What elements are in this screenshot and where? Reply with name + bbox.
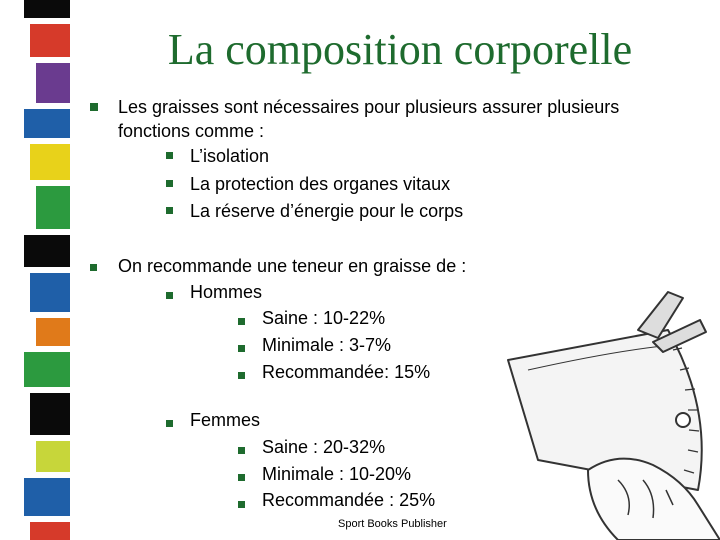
section-1-text-line-2: fonctions comme :	[118, 121, 265, 141]
section-2-text: On recommande une teneur en graisse de :	[118, 256, 467, 276]
hommes-item: Recommandée: 15%	[262, 362, 431, 382]
section-1-text-line-1: Les graisses sont nécessaires pour plusieurs assurer plusieurs	[118, 97, 620, 117]
square-bullet-icon	[238, 345, 245, 352]
slide-title: La composition corporelle	[167, 25, 633, 74]
hommes-item: Saine : 10-22%	[262, 308, 386, 328]
square-bullet-icon	[90, 264, 97, 271]
section-1-item: L’isolation	[190, 146, 270, 166]
square-bullet-icon	[166, 180, 173, 187]
femmes-item: Recommandée : 25%	[262, 490, 436, 510]
stripe-segment	[24, 109, 70, 138]
square-bullet-icon	[166, 207, 173, 214]
stripe-segment	[24, 478, 70, 516]
section-1-item: La protection des organes vitaux	[190, 174, 451, 194]
square-bullet-icon	[166, 152, 173, 159]
stripe-segment	[36, 63, 70, 103]
skinfold-caliper-icon	[468, 290, 720, 540]
square-bullet-icon	[238, 318, 245, 325]
square-bullet-icon	[166, 292, 173, 299]
stripe-segment	[24, 352, 70, 387]
stripe-segment	[30, 393, 70, 435]
square-bullet-icon	[238, 474, 245, 481]
square-bullet-icon	[238, 447, 245, 454]
stripe-segment	[36, 441, 70, 472]
square-bullet-icon	[238, 372, 245, 379]
stripe-segment	[30, 273, 70, 312]
stripe-segment	[30, 144, 70, 180]
section-1-item: La réserve d’énergie pour le corps	[190, 201, 464, 221]
square-bullet-icon	[238, 501, 245, 508]
square-bullet-icon	[166, 420, 173, 427]
decorative-stripe-bar	[0, 0, 70, 540]
group-label-femmes: Femmes	[190, 410, 261, 430]
footer-publisher: Sport Books Publisher	[338, 518, 447, 530]
stripe-segment	[24, 235, 70, 267]
stripe-segment	[24, 0, 70, 18]
hommes-item: Minimale : 3-7%	[262, 335, 392, 355]
stripe-segment	[36, 318, 70, 346]
group-label-hommes: Hommes	[190, 282, 263, 302]
stripe-segment	[30, 522, 70, 540]
femmes-item: Minimale : 10-20%	[262, 464, 412, 484]
stripe-segment	[36, 186, 70, 229]
femmes-item: Saine : 20-32%	[262, 437, 386, 457]
stripe-segment	[30, 24, 70, 57]
square-bullet-icon	[90, 103, 98, 111]
